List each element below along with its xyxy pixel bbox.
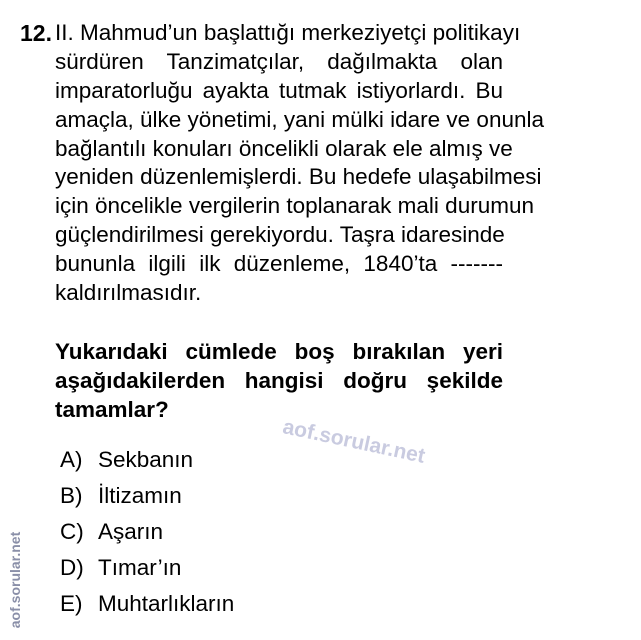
option-text: Tımar’ın xyxy=(98,555,182,580)
option-d[interactable] xyxy=(60,553,234,589)
option-e[interactable] xyxy=(60,589,234,625)
option-a[interactable] xyxy=(60,445,234,481)
option-b[interactable] xyxy=(60,481,234,517)
question-line: bununla ilgili ilk düzenleme, 1840’ta ------- xyxy=(55,251,503,277)
prompt-line: aşağıdakilerden hangisi doğru şekilde xyxy=(55,367,503,393)
option-text: Sekbanın xyxy=(98,447,194,472)
side-watermark: aof.sorular.net xyxy=(7,531,23,629)
question-line: amaçla, ülke yönetimi, yani mülki idare ve onunla xyxy=(55,106,544,132)
question-text xyxy=(55,19,544,308)
option-c[interactable] xyxy=(60,517,234,553)
option-letter: A) xyxy=(60,447,83,472)
option-letter: C) xyxy=(60,519,84,544)
question-line: sürdüren Tanzimatçılar, dağılmakta olan xyxy=(55,48,503,74)
option-letter: E) xyxy=(60,591,83,616)
option-letter: B) xyxy=(60,483,83,508)
question-line: güçlendirilmesi gerekiyordu. Taşra idaresinde xyxy=(55,222,505,248)
option-text: İltizamın xyxy=(98,483,182,508)
question-number: 12. xyxy=(20,20,52,46)
prompt-line: Yukarıdaki cümlede boş bırakılan yeri xyxy=(55,339,503,364)
question-prompt xyxy=(55,337,503,424)
watermark: aof.sorular.net xyxy=(280,415,428,468)
option-text: Muhtarlıkların xyxy=(98,591,235,616)
prompt-line: tamamlar? xyxy=(55,396,169,422)
option-text: Aşarın xyxy=(98,519,164,544)
question-line: kaldırılmasıdır. xyxy=(55,280,202,306)
question-line: için öncelikle vergilerin toplanarak mali durumun xyxy=(55,193,534,219)
question-line: bağlantılı konuları öncelikli olarak ele almış ve xyxy=(55,135,513,161)
option-letter: D) xyxy=(60,555,84,580)
question-line: II. Mahmud’un başlattığı merkeziyetçi politikayı xyxy=(55,20,521,45)
answer-options xyxy=(60,445,234,625)
question-line: imparatorluğu ayakta tutmak istiyorlardı. Bu xyxy=(55,77,503,103)
question-line: yeniden düzenlemişlerdi. Bu hedefe ulaşabilmesi xyxy=(55,164,542,190)
